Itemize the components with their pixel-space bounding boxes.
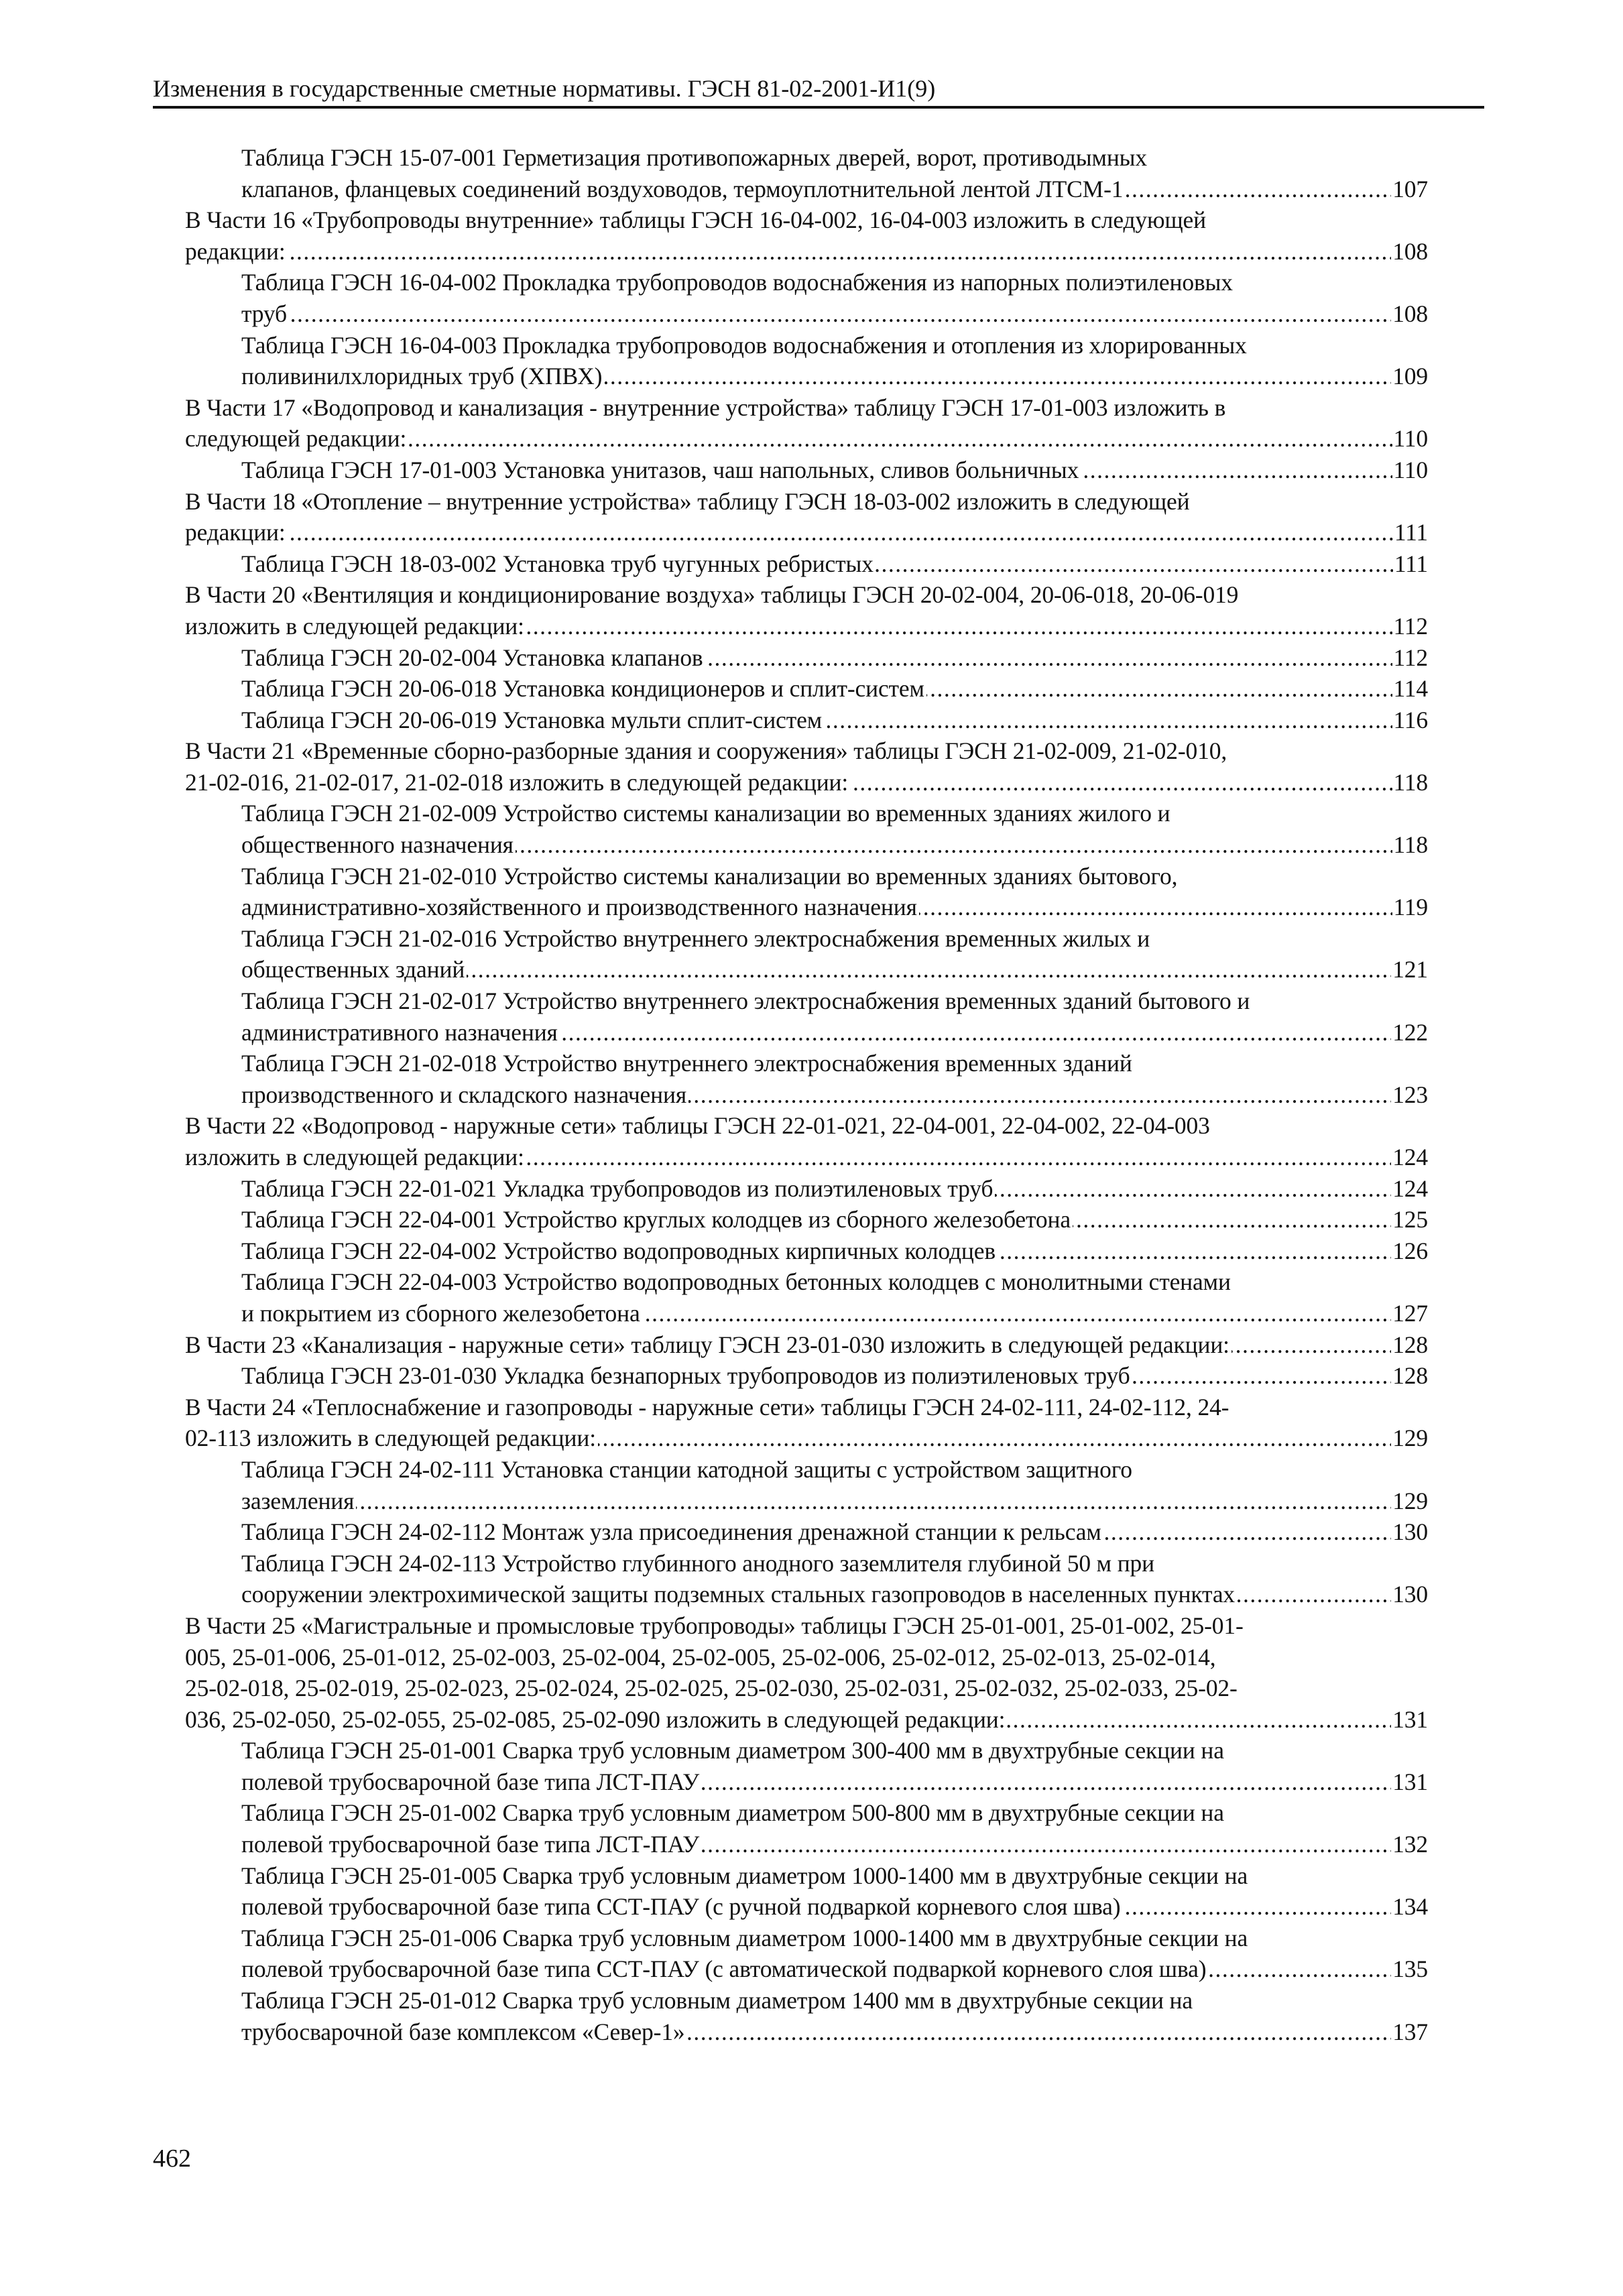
toc-entry <box>241 1516 1428 1548</box>
toc-entry-text: Таблица ГЭСН 22-01-021 Укладка трубопроводов из полиэтиленовых труб <box>241 1175 995 1202</box>
dot-leader <box>185 767 1428 798</box>
toc-entry-text: редакции: <box>185 519 288 546</box>
toc-entry-line <box>241 923 1428 955</box>
toc-page-number: 130 <box>1391 1579 1428 1610</box>
dot-leader <box>241 1829 1428 1860</box>
toc-entry-last-line <box>241 361 1428 392</box>
toc-page-number: 121 <box>1391 954 1428 985</box>
toc-entry-text: Таблица ГЭСН 16-04-003 Прокладка трубопроводов водоснабжения и отопления из хлорированных <box>241 331 1247 359</box>
toc-entry-text: редакции: <box>185 238 288 265</box>
toc-entry-text: Таблица ГЭСН 22-04-001 Устройство круглых колодцев из сборного железобетона <box>241 1206 1073 1233</box>
toc-entry-text: Таблица ГЭСН 24-02-111 Установка станции катодной защиты с устройством защитного <box>241 1455 1132 1483</box>
toc-entry-last-line <box>241 1953 1428 1985</box>
toc-page-number: 122 <box>1391 1017 1428 1048</box>
toc-page-number: 109 <box>1391 361 1428 392</box>
toc-page-number: 126 <box>1391 1235 1428 1267</box>
toc-page-number: 108 <box>1391 298 1428 330</box>
toc-entry <box>185 392 1428 455</box>
toc-page-number: 129 <box>1391 1423 1428 1454</box>
dot-leader <box>241 1235 1428 1267</box>
toc-entry-last-line <box>241 1891 1428 1923</box>
toc-page-number: 127 <box>1391 1298 1428 1329</box>
toc-entry-last-line <box>241 1079 1428 1111</box>
toc-entry <box>241 1360 1428 1392</box>
toc-entry <box>241 1454 1428 1516</box>
toc-entry-line <box>241 985 1428 1017</box>
dot-leader <box>185 517 1428 548</box>
toc-entry-line <box>241 1454 1428 1486</box>
toc-entry-line <box>241 1266 1428 1298</box>
toc-entry-last-line <box>241 174 1428 205</box>
toc-entry-last-line <box>185 236 1428 267</box>
toc-entry <box>241 861 1428 923</box>
toc-entry-last-line <box>241 1235 1428 1267</box>
dot-leader <box>241 298 1428 330</box>
toc-entry-last-line <box>241 954 1428 985</box>
dot-leader <box>241 954 1428 985</box>
toc-page-number: 132 <box>1391 1829 1428 1860</box>
toc-entry-last-line <box>241 1579 1428 1610</box>
toc-entry-last-line <box>241 892 1428 923</box>
toc-entry-line <box>241 1860 1428 1892</box>
toc-entry-last-line <box>185 423 1428 455</box>
toc-page-number: 129 <box>1391 1486 1428 1517</box>
toc-entry-line <box>241 1048 1428 1079</box>
toc-entry-text: В Части 20 «Вентиляция и кондиционирование воздуха» таблицы ГЭСН 20-02-004, 20-06-018, 20-06-019 <box>185 581 1239 609</box>
toc-entry-line <box>185 204 1428 236</box>
toc-entry-text: 005, 25-01-006, 25-01-012, 25-02-003, 25-02-004, 25-02-005, 25-02-006, 25-02-012, 25-02-013, 25-02-014, <box>185 1643 1216 1671</box>
dot-leader <box>185 611 1428 642</box>
toc-entry-last-line <box>241 1486 1428 1517</box>
toc-entry <box>241 1235 1428 1267</box>
dot-leader <box>241 892 1428 923</box>
toc-entry-text: Таблица ГЭСН 20-02-004 Установка клапанов <box>241 644 705 671</box>
toc-entry-text: Таблица ГЭСН 22-04-003 Устройство водопроводных бетонных колодцев с монолитными стенами <box>241 1268 1231 1296</box>
toc-entry-text: общественного назначения <box>241 831 516 858</box>
toc-entry <box>185 1329 1428 1361</box>
toc-entry-last-line <box>241 829 1428 861</box>
dot-leader <box>241 1017 1428 1048</box>
toc-entry-line <box>185 1642 1428 1673</box>
toc-entry-last-line <box>185 1423 1428 1454</box>
toc-page-number: 112 <box>1392 642 1428 674</box>
dot-leader <box>185 236 1428 267</box>
toc-entry-text: В Части 16 «Трубопроводы внутренние» таблицы ГЭСН 16-04-002, 16-04-003 изложить в следующей <box>185 206 1206 234</box>
toc-entry-text: Таблица ГЭСН 25-01-005 Сварка труб условным диаметром 1000-1400 мм в двухтрубные секции на <box>241 1862 1248 1889</box>
dot-leader <box>241 455 1428 486</box>
toc-entry-text: В Части 21 «Временные сборно-разборные здания и сооружения» таблицы ГЭСН 21-02-009, 21-02-010, <box>185 737 1227 765</box>
toc-entry-last-line <box>241 1516 1428 1548</box>
toc-entry <box>241 798 1428 860</box>
toc-entry-text: Таблица ГЭСН 18-03-002 Установка труб чугунных ребристых <box>241 550 876 577</box>
toc-entry <box>241 985 1428 1048</box>
toc-entry-line <box>241 1797 1428 1829</box>
dot-leader <box>241 548 1428 580</box>
toc-entry-text: Таблица ГЭСН 24-02-112 Монтаж узла присоединения дренажной станции к рельсам <box>241 1518 1103 1545</box>
toc-entry <box>241 1735 1428 1797</box>
toc-entry-last-line <box>241 298 1428 330</box>
toc-entry-last-line <box>185 1142 1428 1173</box>
toc-entry <box>241 142 1428 204</box>
toc-entry-text: Таблица ГЭСН 20-06-019 Установка мульти сплит-систем <box>241 707 824 733</box>
dot-leader <box>241 2016 1428 2048</box>
dot-leader <box>241 174 1428 205</box>
toc-entry-text: Таблица ГЭСН 21-02-010 Устройство системы канализации во временных зданиях бытового, <box>241 862 1178 890</box>
toc-entry <box>241 267 1428 329</box>
toc-page-number: 124 <box>1391 1142 1428 1173</box>
toc-page-number: 130 <box>1391 1516 1428 1548</box>
toc-entry-text: Таблица ГЭСН 22-04-002 Устройство водопроводных кирпичных колодцев <box>241 1237 998 1264</box>
toc-entry-last-line <box>185 1704 1428 1736</box>
toc-entry-last-line <box>241 642 1428 674</box>
toc-entry-text: полевой трубосварочной базе типа ЛСТ-ПАУ <box>241 1768 701 1795</box>
toc-page-number: 131 <box>1391 1766 1428 1798</box>
toc-page-number: 108 <box>1391 236 1428 267</box>
toc-page-number: 128 <box>1391 1360 1428 1392</box>
toc-entry-line <box>185 579 1428 611</box>
toc-entry-last-line <box>241 548 1428 580</box>
toc-entry-text: и покрытием из сборного железобетона <box>241 1300 642 1327</box>
toc-entry-text: общественных зданий <box>241 956 467 983</box>
toc-entry-text: клапанов, фланцевых соединений воздуховодов, термоуплотнительной лентой ЛТСМ-1 <box>241 176 1125 202</box>
dot-leader <box>241 1173 1428 1205</box>
toc-entry-text: полевой трубосварочной базе типа ЛСТ-ПАУ <box>241 1831 701 1858</box>
toc-entry <box>241 1985 1428 2047</box>
toc-entry-line <box>241 142 1428 174</box>
toc-entry-last-line <box>241 1173 1428 1205</box>
toc-entry <box>241 548 1428 580</box>
toc-entry <box>185 1610 1428 1735</box>
toc-entry-last-line <box>241 1360 1428 1392</box>
toc-entry-last-line <box>241 1017 1428 1048</box>
toc-entry <box>185 204 1428 267</box>
dot-leader <box>185 1423 1428 1454</box>
toc-entry-text: полевой трубосварочной базе типа ССТ-ПАУ (с ручной подваркой корневого слоя шва) <box>241 1893 1122 1920</box>
toc-entry-text: Таблица ГЭСН 25-01-006 Сварка труб условным диаметром 1000-1400 мм в двухтрубные секции на <box>241 1924 1248 1951</box>
toc-page-number: 110 <box>1392 423 1428 455</box>
toc-entry-line <box>185 392 1428 424</box>
toc-entry-text: В Части 23 «Канализация - наружные сети» таблицу ГЭСН 23-01-030 изложить в следующей редакции: <box>185 1331 1231 1358</box>
toc-entry-text: В Части 17 «Водопровод и канализация - внутренние устройства» таблицу ГЭСН 17-01-003 изложить в <box>185 394 1226 421</box>
toc-entry <box>185 735 1428 798</box>
toc-page-number: 112 <box>1392 611 1428 642</box>
toc-entry-last-line <box>185 1329 1428 1361</box>
dot-leader <box>241 705 1428 736</box>
toc-entry <box>185 486 1428 548</box>
toc-entry-text: Таблица ГЭСН 17-01-003 Установка унитазов, чаш напольных, сливов больничных <box>241 457 1081 483</box>
toc-page-number: 125 <box>1391 1204 1428 1235</box>
dot-leader <box>185 1142 1428 1173</box>
toc-entry-text: Таблица ГЭСН 25-01-001 Сварка труб условным диаметром 300-400 мм в двухтрубные секции на <box>241 1737 1224 1764</box>
header-title: Изменения в государственные сметные нормативы. ГЭСН 81-02-2001-И1(9) <box>153 75 936 102</box>
toc-entry-line <box>185 486 1428 518</box>
toc-entry-text: Таблица ГЭСН 25-01-002 Сварка труб условным диаметром 500-800 мм в двухтрубные секции на <box>241 1799 1224 1827</box>
toc-page-number: 116 <box>1392 705 1428 736</box>
toc-entry-text: 25-02-018, 25-02-019, 25-02-023, 25-02-024, 25-02-025, 25-02-030, 25-02-031, 25-02-032, 25-02-033, 25-02- <box>185 1675 1238 1702</box>
toc-entry-text: Таблица ГЭСН 15-07-001 Герметизация противопожарных дверей, ворот, противодымных <box>241 144 1147 171</box>
toc-entry-last-line <box>241 1204 1428 1235</box>
toc-entry-line <box>241 1923 1428 1954</box>
toc-page-number: 111 <box>1393 548 1428 580</box>
toc-entry-line <box>185 735 1428 767</box>
toc-page-number: 131 <box>1391 1704 1428 1736</box>
toc-entry-last-line <box>185 611 1428 642</box>
toc-entry-line <box>241 267 1428 298</box>
toc-entry-line <box>241 861 1428 892</box>
toc-entry-text: В Части 24 «Теплоснабжение и газопроводы - наружные сети» таблицы ГЭСН 24-02-111, 24-02-112, 24- <box>185 1393 1229 1421</box>
dot-leader <box>241 673 1428 705</box>
dot-leader <box>185 423 1428 455</box>
dot-leader <box>241 361 1428 392</box>
toc-entry-last-line <box>185 517 1428 548</box>
dot-leader <box>241 1579 1428 1610</box>
toc-entry-line <box>241 1985 1428 2016</box>
dot-leader <box>241 829 1428 861</box>
toc-entry-text: труб <box>241 300 289 327</box>
toc-entry <box>241 1204 1428 1235</box>
toc-entry-text: Таблица ГЭСН 21-02-017 Устройство внутреннего электроснабжения временных зданий бытового и <box>241 987 1250 1015</box>
toc-entry <box>241 1048 1428 1110</box>
toc-entry <box>241 1266 1428 1329</box>
toc-entry-text: 02-113 изложить в следующей редакции: <box>185 1425 598 1451</box>
toc-entry <box>241 1173 1428 1205</box>
dot-leader <box>241 1516 1428 1548</box>
toc-entry-line <box>241 1548 1428 1579</box>
toc-entry-text: Таблица ГЭСН 20-06-018 Установка кондиционеров и сплит-систем <box>241 675 926 702</box>
toc-entry <box>185 1392 1428 1454</box>
toc-entry-text: Таблица ГЭСН 24-02-113 Устройство глубинного анодного заземлителя глубиной 50 м при <box>241 1549 1154 1577</box>
dot-leader <box>185 1329 1428 1361</box>
toc-entry <box>241 455 1428 486</box>
toc-page-number: 119 <box>1392 892 1428 923</box>
toc-entry-text: изложить в следующей редакции: <box>185 613 526 640</box>
toc-page-number: 110 <box>1392 455 1428 486</box>
toc-entry <box>241 1860 1428 1923</box>
toc-entry-text: Таблица ГЭСН 16-04-002 Прокладка трубопроводов водоснабжения из напорных полиэтиленовых <box>241 269 1233 296</box>
toc-entry-text: В Части 18 «Отопление – внутренние устройства» таблицу ГЭСН 18-03-002 изложить в следующей <box>185 487 1190 515</box>
toc-entry-line <box>185 1392 1428 1423</box>
dot-leader <box>185 1704 1428 1736</box>
toc-entry-text: Таблица ГЭСН 21-02-018 Устройство внутреннего электроснабжения временных зданий <box>241 1050 1132 1077</box>
toc-page-number: 118 <box>1392 829 1428 861</box>
toc-entry-text: Таблица ГЭСН 23-01-030 Укладка безнапорных трубопроводов из полиэтиленовых труб <box>241 1362 1132 1389</box>
toc-page-number: 107 <box>1391 174 1428 205</box>
toc-entry-text: сооружении электрохимической защиты подземных стальных газопроводов в населенных пунктах <box>241 1581 1237 1608</box>
toc-entry-text: Таблица ГЭСН 21-02-016 Устройство внутреннего электроснабжения временных жилых и <box>241 924 1150 952</box>
dot-leader <box>241 1486 1428 1517</box>
toc-page-number: 134 <box>1391 1891 1428 1923</box>
dot-leader <box>241 1079 1428 1111</box>
toc-entry-line <box>185 1610 1428 1642</box>
dot-leader <box>241 1766 1428 1798</box>
toc-entry-last-line <box>241 705 1428 736</box>
toc-entry-text: полевой трубосварочной базе типа ССТ-ПАУ (с автоматической подваркой корневого слоя шва) <box>241 1955 1208 1982</box>
toc-entry <box>241 1923 1428 1985</box>
toc-entry-text: Таблица ГЭСН 21-02-009 Устройство системы канализации во временных зданиях жилого и <box>241 800 1170 827</box>
toc-entry <box>185 1110 1428 1172</box>
toc-entry-text: 21-02-016, 21-02-017, 21-02-018 изложить в следующей редакции: <box>185 769 850 796</box>
table-of-contents <box>185 142 1428 2047</box>
toc-entry <box>241 1797 1428 1860</box>
toc-entry-text: административного назначения <box>241 1019 560 1046</box>
toc-entry-text: 036, 25-02-050, 25-02-055, 25-02-085, 25-02-090 изложить в следующей редакции: <box>185 1706 1007 1733</box>
toc-entry-text: административно-хозяйственного и производственного назначения <box>241 894 919 920</box>
toc-entry-text: Таблица ГЭСН 25-01-012 Сварка труб условным диаметром 1400 мм в двухтрубные секции на <box>241 1987 1193 2014</box>
toc-entry-line <box>241 1735 1428 1766</box>
toc-entry <box>241 705 1428 736</box>
dot-leader <box>241 1360 1428 1392</box>
toc-page-number: 124 <box>1391 1173 1428 1205</box>
toc-page-number: 135 <box>1391 1953 1428 1985</box>
toc-entry-line <box>185 1110 1428 1142</box>
toc-page-number: 114 <box>1392 673 1428 705</box>
dot-leader <box>241 1298 1428 1329</box>
page-number: 462 <box>153 2144 191 2173</box>
toc-entry-last-line <box>241 1829 1428 1860</box>
toc-entry-text: следующей редакции: <box>185 425 408 452</box>
toc-entry <box>241 1548 1428 1610</box>
toc-entry-last-line <box>241 673 1428 705</box>
toc-page-number: 123 <box>1391 1079 1428 1111</box>
toc-entry-line <box>241 330 1428 361</box>
toc-entry-text: производственного и складского назначения <box>241 1081 688 1108</box>
toc-entry-text: изложить в следующей редакции: <box>185 1144 526 1170</box>
toc-entry-last-line <box>241 455 1428 486</box>
toc-page-number: 111 <box>1393 517 1428 548</box>
toc-entry <box>185 579 1428 642</box>
toc-entry-last-line <box>185 767 1428 798</box>
dot-leader <box>241 1891 1428 1923</box>
toc-entry <box>241 923 1428 985</box>
dot-leader <box>241 642 1428 674</box>
toc-page-number: 137 <box>1391 2016 1428 2048</box>
toc-entry-last-line <box>241 2016 1428 2048</box>
toc-entry <box>241 673 1428 705</box>
toc-entry-text: заземления <box>241 1488 356 1514</box>
dot-leader <box>241 1953 1428 1985</box>
toc-entry-last-line <box>241 1766 1428 1798</box>
running-header <box>153 74 1484 109</box>
toc-entry-text: В Части 25 «Магистральные и промысловые трубопроводы» таблицы ГЭСН 25-01-001, 25-01-002, 25-01- <box>185 1612 1244 1639</box>
toc-entry-line <box>185 1673 1428 1704</box>
toc-entry-text: трубосварочной базе комплексом «Север-1» <box>241 2018 687 2045</box>
toc-entry-last-line <box>241 1298 1428 1329</box>
toc-entry-text: В Части 22 «Водопровод - наружные сети» таблицы ГЭСН 22-01-021, 22-04-001, 22-04-002, 22-04-003 <box>185 1112 1210 1140</box>
dot-leader <box>241 1204 1428 1235</box>
toc-entry <box>241 642 1428 674</box>
toc-page-number: 118 <box>1392 767 1428 798</box>
toc-entry <box>241 330 1428 392</box>
toc-entry-line <box>241 798 1428 829</box>
toc-entry-text: поливинилхлоридных труб (ХПВХ) <box>241 363 604 389</box>
toc-page-number: 128 <box>1391 1329 1428 1361</box>
